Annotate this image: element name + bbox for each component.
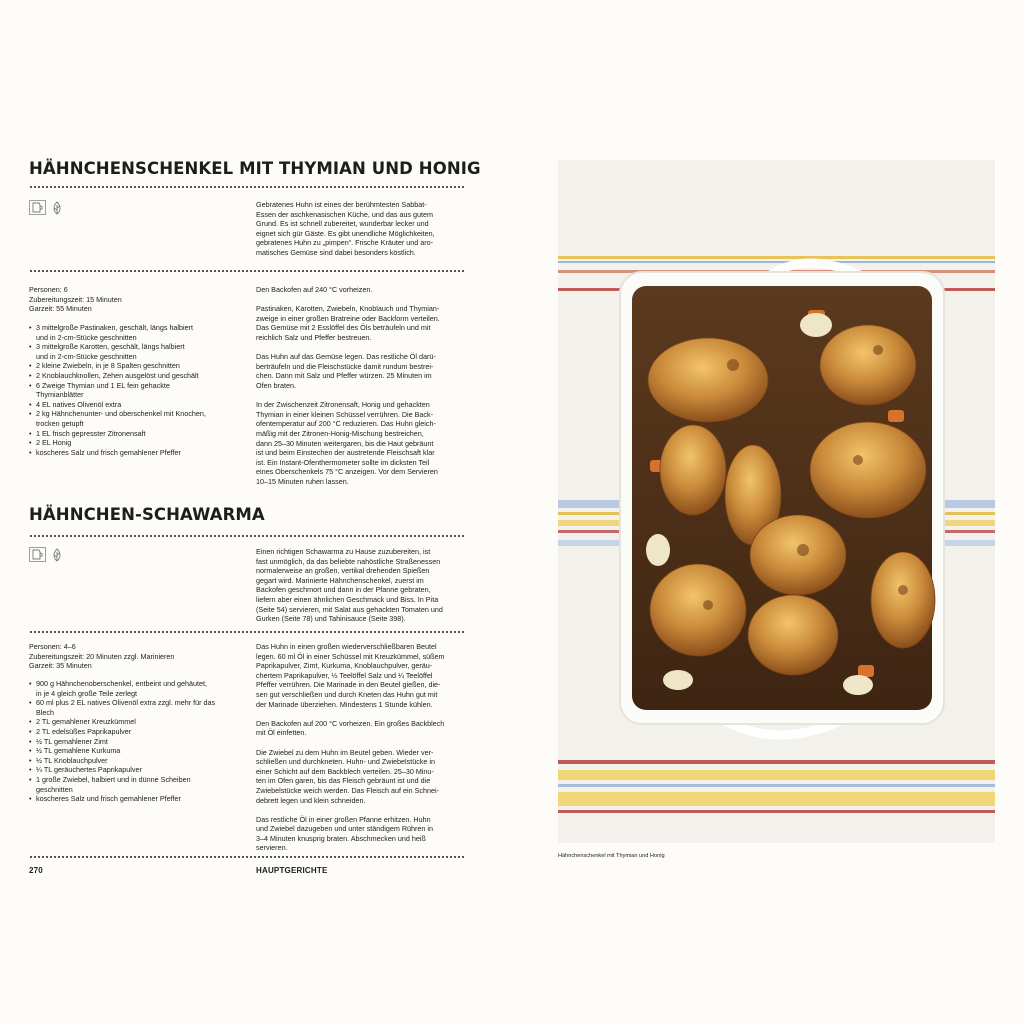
divider [29, 186, 466, 188]
diet-icons [29, 200, 64, 215]
ingredient-item: • 6 Zweige Thymian und 1 EL fein gehackte Thymianblätter [29, 381, 249, 400]
recipe-1-meta [29, 285, 244, 314]
step: Den Backofen auf 200 °C vorheizen. Ein großes Backblech mit Öl einfetten. [256, 718, 445, 738]
ingredient-item: • 2 kleine Zwiebeln, in je 8 Spalten geschnitten [29, 361, 249, 371]
section-name: HAUPTGERICHTE [256, 866, 328, 875]
ingredient-item: • 2 Knoblauchknollen, Zehen ausgelöst und geschält [29, 371, 249, 381]
leaf-icon [50, 548, 64, 562]
recipe-2-meta [29, 642, 244, 671]
recipe-2-intro: Einen richtigen Schawarma zu Hause zuzubereiten, ist fast unmöglich, da das beliebte nahöstliche Straßenessen normalerweise an großen, vertikal drehenden Spießen gegart wird. Marinierte Hähnchenschenkel, zuerst im Backofen geschmort und dann in der Pfanne gebraten, liefern aber einen ähnlichen Geschmack und Biss. In Pita (Seite 54) servieren, mit Salat aus gehackten Tomaten und Gurken (Seite 78) und Tahinisauce (Seite 398). [256, 547, 443, 624]
ingredient-item: • 4 EL natives Olivenöl extra [29, 400, 249, 410]
ingredient-item: • 2 kg Hähnchenunter- und oberschenkel mit Knochen, trocken getupft [29, 409, 249, 428]
recipe-1-ingredients [29, 323, 249, 457]
prep-time: Zubereitungszeit: 20 Minuten zzgl. Marinieren [29, 651, 175, 661]
prep-time: Zubereitungszeit: 15 Minuten [29, 294, 122, 304]
step: Das restliche Öl in einer großen Pfanne erhitzen. Huhn und Zwiebel dazugeben und unter ständigem Rühren in 3–4 Minuten knusprig braten. Abschmecken und heiß servieren. [256, 814, 434, 853]
step: Den Backofen auf 240 °C vorheizen. [256, 285, 373, 294]
cook-time: Garzeit: 35 Minuten [29, 661, 92, 671]
ingredient-item: • 3 mittelgroße Karotten, geschält, längs halbiert und in 2-cm-Stücke geschnitten [29, 342, 249, 361]
servings: Personen: 6 [29, 285, 68, 294]
recipe-2-ingredients [29, 679, 249, 804]
ingredient-item: • 2 TL gemahlener Kreuzkümmel [29, 717, 249, 727]
ingredient-item: • 1 große Zwiebel, halbiert und in dünne Scheiben geschnitten [29, 775, 249, 794]
step: Pastinaken, Karotten, Zwiebeln, Knoblauch und Thymian- zweige in einer großen Bratreine oder Backform verteilen. Das Gemüse mit 2 Esslöffel des Öls beträufeln und mit reichlich Salz und Pfeffer bestreuen. [256, 304, 440, 342]
step: Das Huhn in einen großen wiederverschließbaren Beutel legen. 60 ml Öl in einer Schüssel mit Kreuzkümmel, süßem Paprikapulver, Zimt, Kurkuma, Knoblauchpulver, geräu- chertem Paprikapulver, ½ Teelöffel Salz und ¼ Teelöffel Pfeffer verrühren. Die Marinade in den Beutel gießen, die- sen gut verschließen und durch Kneten das Huhn gut mit der Marinade überziehen. Mindestens 1 Stunde kühlen. [256, 642, 445, 709]
divider [29, 535, 466, 537]
step: Die Zwiebel zu dem Huhn im Beutel geben. Wieder ver- schließen und durchkneten. Huhn- und Zwiebelstücke in einer Schicht auf dem Backblech verteilen. 25–30 Minu- ten im Ofen garen, bis das Fleisch gebräunt ist und die Zwiebelstücke weich werden. Das Fleisch auf ein Schnei- debrett legen und klein schneiden. [256, 747, 439, 805]
step: In der Zwischenzeit Zitronensaft, Honig und gehackten Thymian in einer kleinen Schüssel verrühren. Die Back- ofentemperatur auf 200 °C reduzieren. Das Huhn gleich- mäßig mit der Zitronen-Honig-Mischung bestreichen, dann 25–30 Minuten weitergaren, bis die Haut gebräunt ist und beim Einstechen der austretende Fleischsaft klar ist. Ein Instant-Ofenthermometer sollte im dicksten Teil eines Oberschenkels 75 °C anzeigen. Vor dem Servieren 10–15 Minuten ruhen lassen. [256, 400, 438, 486]
dairy-free-pitcher-icon [29, 200, 46, 215]
leaf-icon [50, 201, 64, 215]
recipe-1-title: HÄHNCHENSCHENKEL MIT THYMIAN UND HONIG [29, 159, 481, 178]
recipe-photo [558, 160, 995, 843]
ingredient-item: • 900 g Hähnchenoberschenkel, entbeint und gehäutet, in je 4 gleich große Teile zerlegt [29, 679, 249, 698]
ingredient-item: • 60 ml plus 2 EL natives Olivenöl extra zzgl. mehr für das Blech [29, 698, 249, 717]
ingredient-item: • ¼ TL geräuchertes Paprikapulver [29, 765, 249, 775]
ingredient-item: • ½ TL gemahlene Kurkuma [29, 746, 249, 756]
recipe-1-steps [256, 285, 470, 486]
footer-divider [29, 856, 466, 858]
ingredient-item: • 2 TL edelsüßes Paprikapulver [29, 727, 249, 737]
step: Das Huhn auf das Gemüse legen. Das restliche Öl darü- berträufeln und die Fleischstücke damit rundum bestrei- chen. Dann mit Salz und Pfeffer würzen. 25 Minuten im Ofen braten. [256, 352, 436, 390]
divider [29, 270, 466, 272]
ingredient-item: • koscheres Salz und frisch gemahlener Pfeffer [29, 448, 249, 458]
cook-time: Garzeit: 55 Minuten [29, 304, 92, 314]
recipe-2-steps [256, 642, 470, 853]
page-number: 270 [29, 866, 43, 875]
recipe-1-intro: Gebratenes Huhn ist eines der berühmtesten Sabbat- Essen der aschkenasischen Küche, und das aus gutem Grund. Es ist schnell zubereitet, wunderbar lecker und eignet sich gür Gäste. Es gibt unendliche Möglichkeiten, gebratenes Huhn zu „pimpen“. Frische Kräuter und aro- matisches Gemüse sind dabei besonders köstlich. [256, 200, 435, 257]
ingredient-item: • koscheres Salz und frisch gemahlener Pfeffer [29, 794, 249, 804]
ingredient-item: • ½ TL gemahlener Zimt [29, 737, 249, 747]
servings: Personen: 4–6 [29, 642, 76, 651]
ingredient-item: • ½ TL Knoblauchpulver [29, 756, 249, 766]
roast-chicken-image [558, 160, 995, 843]
ingredient-item: • 3 mittelgroße Pastinaken, geschält, längs halbiert und in 2-cm-Stücke geschnitten [29, 323, 249, 342]
ingredient-item: • 2 EL Honig [29, 438, 249, 448]
diet-icons [29, 547, 64, 562]
ingredient-item: • 1 EL frisch gepresster Zitronensaft [29, 429, 249, 439]
recipe-2-title: HÄHNCHEN-SCHAWARMA [29, 505, 265, 524]
photo-caption: Hähnchenschenkel mit Thymian und Honig [558, 853, 665, 859]
dairy-free-pitcher-icon [29, 547, 46, 562]
divider [29, 631, 466, 633]
